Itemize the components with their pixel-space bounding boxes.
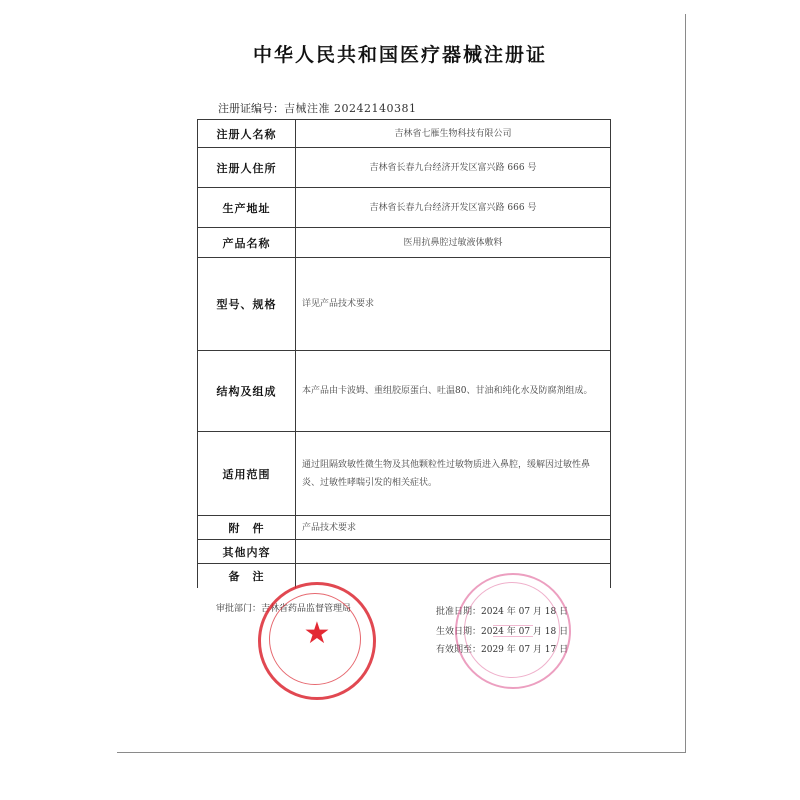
row-label: 附 件: [198, 516, 296, 540]
registration-number-value: 吉械注准 20242140381: [284, 102, 417, 115]
issuer-label: 审批部门：: [216, 604, 262, 614]
structure-composition: 本产品由卡波姆、重组胶原蛋白、吐温80、甘油和纯化水及防腐剂组成。: [296, 351, 611, 432]
issuer-value: 吉林省药品监督管理局: [261, 604, 352, 614]
seal-star-icon: ★: [303, 616, 331, 651]
registrant-name: 吉林省七雁生物科技有限公司: [296, 120, 611, 148]
company-seal-stamp: [258, 582, 376, 700]
document-title: 中华人民共和国医疗器械注册证: [252, 44, 547, 66]
row-label: 备 注: [198, 564, 296, 588]
row-label: 适用范围: [198, 432, 296, 516]
production-address: 吉林省长春九台经济开发区富兴路 666 号: [296, 188, 611, 228]
row-label: 生产地址: [198, 188, 296, 228]
row-label: 型号、规格: [198, 258, 296, 351]
row-label: 其他内容: [198, 540, 296, 564]
expiry-date: 有效期至：2029 年 07 月 17 日: [436, 645, 569, 655]
row-label: 注册人住所: [198, 148, 296, 188]
row-label: 注册人名称: [198, 120, 296, 148]
registrant-address: 吉林省长春九台经济开发区富兴路 666 号: [296, 148, 611, 188]
row-label: 结构及组成: [198, 351, 296, 432]
row-label: 产品名称: [198, 228, 296, 258]
seal-center-mark: [493, 625, 533, 637]
product-name: 医用抗鼻腔过敏液体敷料: [296, 228, 611, 258]
approval-date: 批准日期：2024 年 07 月 18 日: [436, 607, 569, 617]
scope-of-application: 通过阻隔致敏性微生物及其他颗粒性过敏物质进入鼻腔，缓解因过敏性鼻炎、过敏性哮喘引发的相关症状。: [296, 432, 611, 516]
attachment: 产品技术要求: [296, 516, 611, 540]
model-spec: 详见产品技术要求: [296, 258, 611, 351]
official-seal-stamp: [455, 573, 571, 689]
registration-number-label: 注册证编号：: [218, 102, 284, 115]
effective-date: 生效日期：2024 年 07 月 18 日: [436, 627, 569, 637]
